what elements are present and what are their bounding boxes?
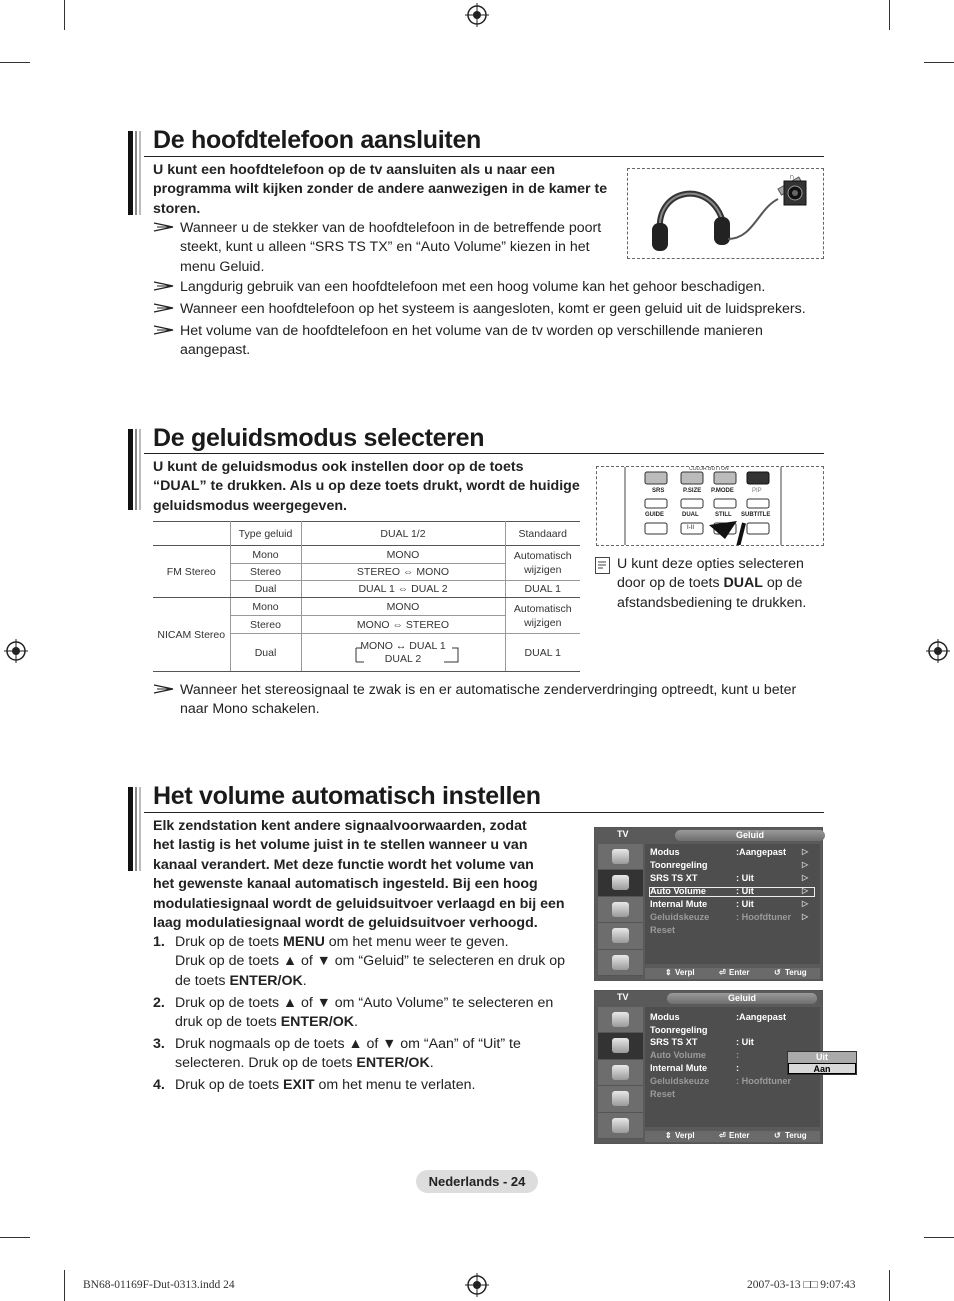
menu-sidebar <box>598 1007 643 1139</box>
table-header: Standaard <box>505 522 580 546</box>
menu-item[interactable]: SRS TS XT : Uit <box>650 1037 754 1047</box>
arrow-note-icon <box>153 323 175 337</box>
registration-mark-icon <box>465 1273 489 1297</box>
section-rule <box>144 156 824 157</box>
section-title: De hoofdtelefoon aansluiten <box>153 126 482 154</box>
table-header: Type geluid <box>230 522 301 546</box>
menu-item[interactable]: Internal Mute : <box>650 1063 740 1073</box>
menu-item[interactable]: Toonregeling <box>650 1025 708 1035</box>
sound-icon[interactable] <box>598 1033 643 1059</box>
arrow-note-icon <box>153 279 175 293</box>
list-item: 4. Druk op de toets EXIT om het menu te verlaten. <box>153 1077 476 1093</box>
note-item: Wanneer u de stekker van de hoofdtelefoon in de betreffende poort steekt, kunt u alleen “SRS TS TX” en “Auto Volume” kiezen in het menu Geluid. <box>153 219 633 279</box>
svg-text:∩: ∩ <box>789 172 795 181</box>
section-rule <box>144 812 824 813</box>
menu-item: Reset <box>650 1089 676 1099</box>
picture-icon[interactable] <box>598 844 643 870</box>
table-header: DUAL 1/2 <box>301 522 505 546</box>
menu-item[interactable]: SRS TS XT : Uit ▷ <box>650 873 809 883</box>
registration-mark-icon <box>465 3 489 27</box>
input-icon[interactable] <box>598 950 643 976</box>
return-icon: ↺ <box>774 968 781 977</box>
move-icon: ⇕ <box>665 1131 672 1140</box>
file-imprint: BN68-01169F-Dut-0313.indd 24 <box>83 1279 235 1291</box>
selection-highlight <box>649 887 815 897</box>
date-imprint: 2007-03-13 □□ 9:07:43 <box>747 1279 856 1291</box>
page-number: Nederlands - 24 <box>416 1170 538 1193</box>
crop-mark <box>0 62 30 63</box>
note-item: Wanneer het stereosignaal te zwak is en er automatische zenderverdringing optreedt, kunt u beter naar Mono schakelen. <box>153 681 833 721</box>
channel-icon[interactable] <box>598 1060 643 1086</box>
sound-icon[interactable] <box>598 870 643 896</box>
menu-panel <box>645 844 820 964</box>
input-icon[interactable] <box>598 1113 643 1139</box>
enter-icon: ⏎ <box>719 968 726 977</box>
note-item: Het volume van de hoofdtelefoon en het volume van de tv worden op verschillende manieren aangepast. <box>153 322 833 362</box>
note-item: Wanneer een hoofdtelefoon op het systeem is aangesloten, komt er geen geluid uit de luidsprekers. <box>153 300 833 320</box>
crop-mark <box>889 1270 890 1301</box>
menu-panel <box>645 1007 831 1127</box>
list-item: 3. Druk nogmaals op de toets ▲ of ▼ om “Aan” of “Uit” te selecteren. Druk op de toets ENTER/OK. <box>153 1036 521 1072</box>
intro-text: U kunt de geluidsmodus ook instellen door op de toets “DUAL” te drukken. Als u op deze toets drukt, wordt de huidige geluidsmodus weergegeven. <box>153 459 580 514</box>
menu-item[interactable]: Modus :Aangepast ▷ <box>650 847 809 857</box>
arrow-note-icon <box>153 682 175 696</box>
menu-item[interactable]: Toonregeling ▷ <box>650 860 809 870</box>
crop-mark <box>924 62 954 63</box>
section-title: Het volume automatisch instellen <box>153 782 541 810</box>
crop-mark <box>64 1270 65 1301</box>
menu-title: Geluid <box>667 993 817 1004</box>
option-on[interactable]: Aan <box>788 1063 856 1074</box>
enter-icon: ⏎ <box>719 1131 726 1140</box>
menu-title: Geluid <box>675 830 825 841</box>
section-title: De geluidsmodus selecteren <box>153 424 485 452</box>
arrow-note-icon <box>153 301 175 315</box>
menu-item: Geluidskeuze : Hoofdtuner <box>650 1076 792 1086</box>
menu-item-auto-volume[interactable]: Auto Volume : <box>650 1050 740 1060</box>
cycle-arrow-icon <box>302 634 506 672</box>
note-item: Langdurig gebruik van een hoofdtelefoon met een hoog volume kan het gehoor beschadigen. <box>153 278 833 298</box>
channel-icon[interactable] <box>598 897 643 923</box>
arrow-note-icon <box>153 220 175 234</box>
list-item: 2. Druk op de toets ▲ of ▼ om “Auto Volume” te selecteren en druk op de toets ENTER/OK. <box>153 995 554 1031</box>
option-off[interactable]: Uit <box>788 1052 856 1063</box>
headphone-illustration <box>627 168 824 259</box>
table-row-label: NICAM Stereo <box>153 598 230 672</box>
menu-footer: ⇕ Verpl ⏎ Enter ↺ Terug <box>645 1131 820 1142</box>
list-item: 1. Druk op de toets MENU om het menu weer te geven. Druk op de toets ▲ of ▼ om “Geluid” te selecteren en druk op de toets ENTER/OK. <box>153 934 566 989</box>
registration-mark-icon <box>926 639 950 663</box>
crop-mark <box>0 1237 30 1238</box>
section-bar <box>128 429 144 510</box>
section-rule <box>144 453 824 454</box>
picture-icon[interactable] <box>598 1007 643 1033</box>
crop-mark <box>889 0 890 30</box>
remote-control-icon <box>597 467 824 546</box>
intro-text: U kunt een hoofdtelefoon op de tv aansluiten als u naar een programma wilt kijken zonder de andere aanwezigen in de kamer te storen. <box>153 162 608 217</box>
step-list <box>153 933 583 1096</box>
menu-item: Reset <box>650 925 676 935</box>
section-bar <box>128 131 144 215</box>
option-popup[interactable] <box>787 1051 857 1075</box>
dual-tip-text: U kunt deze opties selecteren door op de toets DUAL op de afstandsbediening te drukken. <box>617 556 807 611</box>
setup-icon[interactable] <box>598 923 643 949</box>
table-row-label: FM Stereo <box>153 546 230 598</box>
move-icon: ⇕ <box>665 968 672 977</box>
remote-illustration: COLOR BUTTON SRS P.SIZE P.MODE PIP GUIDE DUAL STILL SUBTITLE I-II <box>596 466 824 546</box>
menu-item: Geluidskeuze : Hoofdtuner ▷ <box>650 912 809 922</box>
headphone-icon <box>628 169 825 260</box>
registration-mark-icon <box>4 639 28 663</box>
menu-screen-sound: TV Geluid Modus :Aangepast ▷ Toonregeling ▷ SRS TS XT : Uit ▷ Auto Volume : Uit ▷ Internal Mute : Uit ▷ Geluidskeuze : Hoofdtuner ▷ Reset ⇕ Verpl ⏎ Enter ↺ Terug <box>594 827 823 981</box>
menu-item[interactable]: Internal Mute : Uit ▷ <box>650 899 809 909</box>
crop-mark <box>64 0 65 30</box>
menu-footer: ⇕ Verpl ⏎ Enter ↺ Terug <box>645 968 820 979</box>
crop-mark <box>924 1237 954 1238</box>
menu-screen-auto-volume: TV Geluid Modus :Aangepast Toonregeling SRS TS XT : Uit Auto Volume : Internal Mute : Geluidskeuze : Hoofdtuner Reset Uit Aan ⇕ Verpl ⏎ Enter ↺ Terug <box>594 990 823 1144</box>
section-bar <box>128 787 144 871</box>
memo-icon <box>595 557 610 574</box>
menu-sidebar <box>598 844 643 976</box>
setup-icon[interactable] <box>598 1086 643 1112</box>
return-icon: ↺ <box>774 1131 781 1140</box>
menu-item-auto-volume[interactable]: Auto Volume : Uit ▷ <box>650 886 809 896</box>
menu-item[interactable]: Modus :Aangepast <box>650 1012 787 1022</box>
intro-text: Elk zendstation kent andere signaalvoorwaarden, zodat het lastig is het volume juist in te stellen wanneer u van kanaal verandert. Met deze functie wordt het volume van het gewenste kanaal automatisch ingesteld. Bij een hoog modulatiesignaal wordt de geluidsuitvoer verlaagd en bij een laag modulatiesignaal wordt de geluidsuitvoer verhoogd. <box>153 818 565 932</box>
sound-mode-table: Type geluid DUAL 1/2 Standaard FM Stereo Mono MONO Automatisch wijzigen Stereo STEREO ⇔ MONO Dual DUAL 1 ⇔ DUAL 2 DUAL 1 NICAM Stereo Mono MONO Automatisch wijzigen Stereo MONO ⇔ STEREO Dual MONO ↔ DUAL 1 DUAL 2 DUAL 1 <box>153 521 580 672</box>
